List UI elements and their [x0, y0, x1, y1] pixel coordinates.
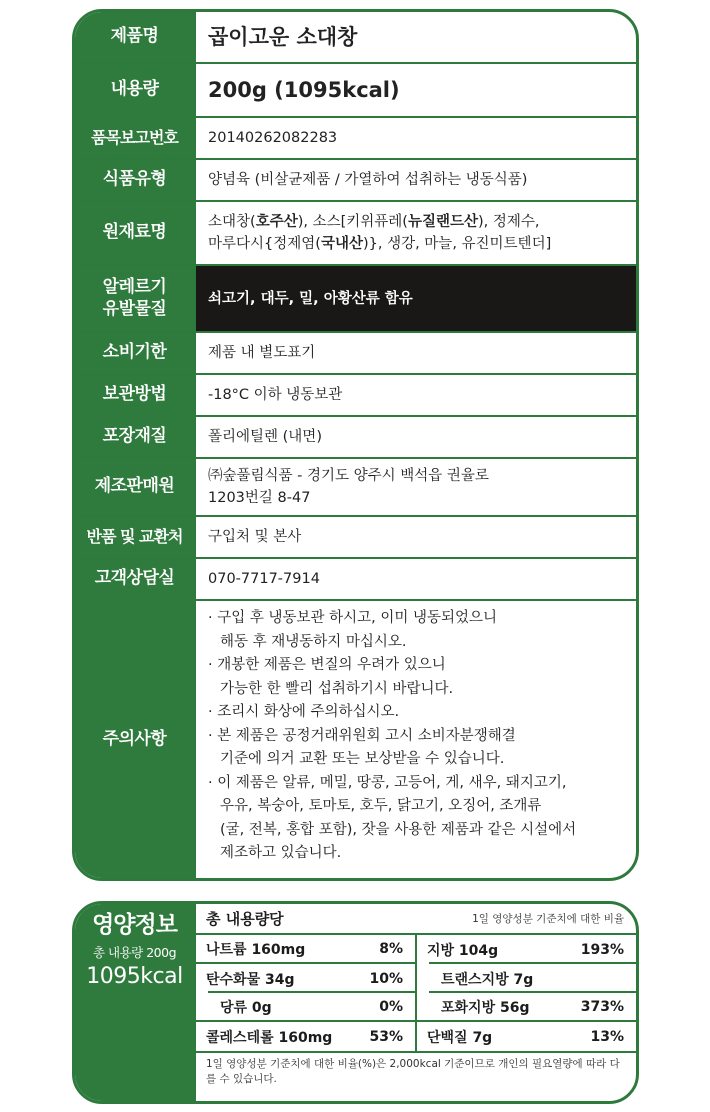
nutrient-row-sugars: 당류 0g 0%	[196, 993, 415, 1022]
row-storage	[75, 375, 636, 417]
value-food-type: 양념육 (비살균제품 / 가열하여 섭취하는 냉동식품)	[208, 172, 528, 188]
caution-item: · 이 제품은 알류, 메밀, 땅콩, 고등어, 게, 새우, 돼지고기, 우유, 복숭아, 토마토, 호두, 닭고기, 오징어, 조개류 (굴, 전복, 홍합 포함), 잣을 사용한 제품과 같은 시설에서 제조하고 있습니다.	[208, 774, 577, 861]
nutrition-title: 영양정보	[92, 912, 177, 938]
nutrition-grid	[196, 935, 636, 1051]
row-cautions	[75, 601, 636, 878]
nutrition-col-left	[196, 935, 417, 1051]
nutrition-col-right	[417, 935, 636, 1051]
ingredients-line-2: 마루다시{정제염(국내산)}, 생강, 마늘, 유진미트텐더]	[208, 236, 552, 252]
nutrient-row-trans-fat: 트랜스지방 7g	[417, 964, 636, 993]
value-storage: -18°C 이하 냉동보관	[208, 387, 343, 403]
value-expiry: 제품 내 별도표기	[208, 345, 316, 361]
value-customer-service: 070-7717-7914	[208, 571, 320, 587]
nutrient-row-saturated-fat: 포화지방 56g 373%	[417, 993, 636, 1022]
nutrition-footnote: 1일 영양성분 기준치에 대한 비율(%)은 2,000kcal 기준이므로 개인의 필요열량에 따라 다를 수 있습니다.	[196, 1051, 636, 1101]
nutrition-summary	[75, 904, 196, 1101]
value-product-name: 곱이고운 소대창	[208, 25, 358, 49]
value-allergens: 쇠고기, 대두, 밀, 아황산류 함유	[196, 266, 636, 331]
value-packaging: 폴리에틸렌 (내면)	[208, 429, 322, 445]
row-food-type	[75, 160, 636, 202]
nutrition-header-right: 1일 영양성분 기준치에 대한 비율	[472, 913, 624, 925]
product-info-table	[72, 9, 639, 881]
label-expiry: 소비기한	[75, 333, 196, 373]
nutrient-row-fat: 지방 104g 193%	[417, 935, 636, 964]
row-packaging	[75, 417, 636, 459]
nutrition-header	[196, 904, 636, 935]
caution-item: · 조리시 화상에 주의하십시오.	[208, 704, 400, 720]
label-report-number: 품목보고번호	[75, 118, 196, 158]
row-content-amount	[75, 64, 636, 118]
ingredients-line-1: 소대창(호주산), 소스[키위퓨레(뉴질랜드산), 정제수,	[208, 214, 540, 230]
value-cautions	[196, 601, 636, 878]
value-content-amount: 200g (1095kcal)	[208, 78, 400, 102]
nutrient-row-carbs: 탄수화물 34g 10%	[196, 964, 415, 993]
label-food-type: 식품유형	[75, 160, 196, 200]
nutrition-total-amount: 총 내용량 200g	[92, 945, 177, 960]
row-product-name	[75, 12, 636, 64]
label-storage: 보관방법	[75, 375, 196, 415]
label-allergens: 알레르기 유발물질	[75, 266, 196, 331]
caution-item: · 구입 후 냉동보관 하시고, 이미 냉동되었으니 해동 후 재냉동하지 마십시오.	[208, 610, 497, 650]
row-allergens	[75, 266, 636, 333]
caution-item: · 개봉한 제품은 변질의 우려가 있으니 가능한 한 빨리 섭취하기시 바랍니다.	[208, 657, 454, 697]
nutrition-details	[196, 904, 636, 1101]
value-report-number: 20140262082283	[208, 130, 338, 146]
label-packaging: 포장재질	[75, 417, 196, 457]
nutrition-header-left: 총 내용량당	[206, 910, 284, 928]
label-customer-service: 고객상담실	[75, 559, 196, 599]
nutrition-kcal: 1095kcal	[86, 964, 183, 989]
value-returns: 구입처 및 본사	[208, 529, 302, 545]
label-returns: 반품 및 교환처	[75, 517, 196, 557]
value-manufacturer: ㈜숲풀림식품 - 경기도 양주시 백석읍 권율로 1203번길 8-47	[208, 468, 489, 506]
label-product-name: 제품명	[75, 12, 196, 62]
row-expiry	[75, 333, 636, 375]
nutrient-row-protein: 단백질 7g 13%	[427, 1028, 624, 1046]
nutrient-row-sodium: 나트륨 160mg 8%	[196, 935, 415, 964]
label-cautions: 주의사항	[75, 601, 196, 878]
row-manufacturer	[75, 459, 636, 517]
row-customer-service	[75, 559, 636, 601]
label-manufacturer: 제조판매원	[75, 459, 196, 515]
nutrition-facts-table	[72, 901, 639, 1104]
label-content-amount: 내용량	[75, 64, 196, 116]
nutrient-row-cholesterol: 콜레스테롤 160mg 53%	[206, 1028, 403, 1046]
caution-item: · 본 제품은 공정거래위원회 고시 소비자분쟁해결 기준에 의거 교환 또는 보상받을 수 있습니다.	[208, 727, 516, 767]
label-ingredients: 원재료명	[75, 202, 196, 264]
value-ingredients	[196, 202, 636, 264]
row-report-number	[75, 118, 636, 160]
row-ingredients	[75, 202, 636, 266]
row-returns	[75, 517, 636, 559]
